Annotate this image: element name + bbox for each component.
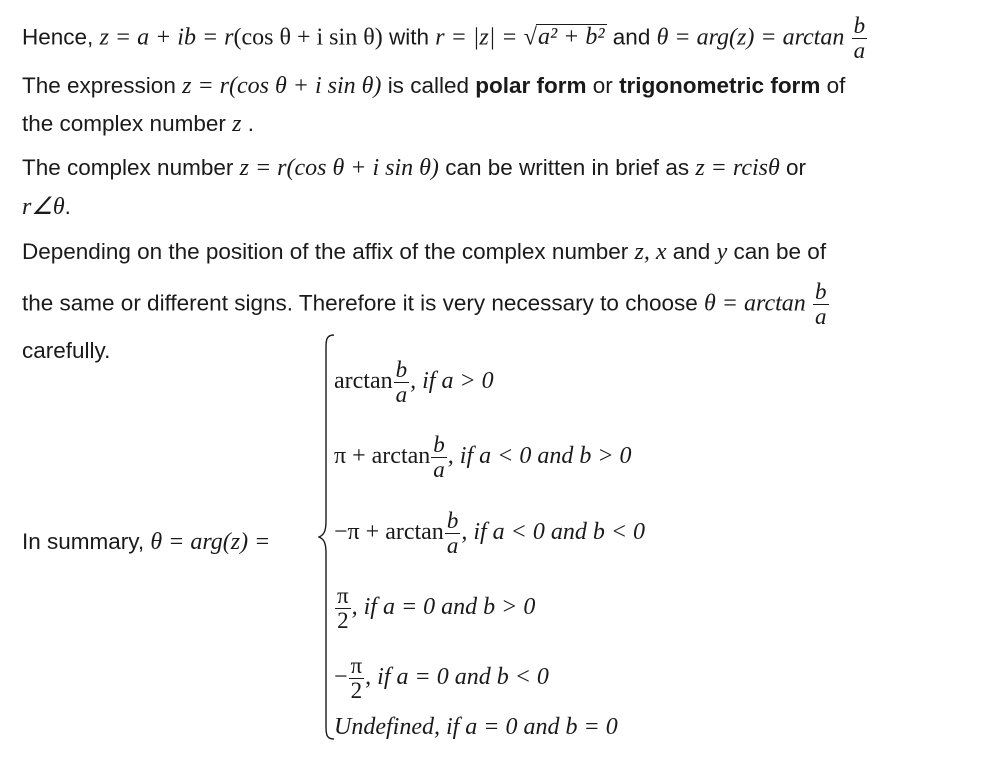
math-sqrt-radicand: a² + b² xyxy=(537,24,605,51)
sqrt-sign: √ xyxy=(523,24,537,51)
paragraph-line-6 xyxy=(22,237,826,267)
fraction-numerator: b xyxy=(815,279,827,304)
case-row-2 xyxy=(334,433,632,482)
text-the-complex-number: the complex number xyxy=(22,111,226,136)
math-theta-arg-z: θ = arg(z) = xyxy=(150,529,271,555)
fraction-denominator: 2 xyxy=(337,608,349,633)
paragraph-line-7 xyxy=(22,280,830,329)
term-polar-form: polar form xyxy=(475,73,587,98)
text-same-or-different: the same or different signs. Therefore it is very necessary to choose xyxy=(22,290,698,316)
case-fraction xyxy=(335,584,351,633)
fraction-b-over-a xyxy=(852,14,868,63)
case-condition: , if a < 0 and b < 0 xyxy=(461,519,646,546)
fraction-numerator: π xyxy=(337,583,349,608)
text-and-2: and xyxy=(672,239,711,264)
text-hence: Hence, xyxy=(22,24,94,50)
fraction-numerator: b xyxy=(395,357,408,382)
fraction-numerator: b xyxy=(446,508,459,533)
math-polar-expression: z = r(cos θ + i sin θ) xyxy=(182,73,382,99)
paragraph-line-4 xyxy=(22,153,806,183)
case-prefix: π + arctan xyxy=(334,443,431,470)
fraction-denominator: a xyxy=(815,304,827,329)
text-the-complex-number-2: The complex number xyxy=(22,155,234,180)
fraction-numerator: b xyxy=(433,432,445,457)
math-theta-definition: θ = arg(z) = arctan xyxy=(656,24,845,51)
math-var-y: y xyxy=(716,239,728,265)
math-r-angle-theta: r∠θ xyxy=(22,194,65,220)
fraction-denominator: 2 xyxy=(350,678,363,703)
text-carefully: carefully. xyxy=(22,338,111,363)
text-of: of xyxy=(826,73,846,98)
fraction-denominator: a xyxy=(446,533,459,558)
text-period-2: . xyxy=(64,194,71,219)
case-prefix: arctan xyxy=(334,368,393,395)
case-condition: , if a = 0 and b < 0 xyxy=(365,664,549,691)
case-prefix: − xyxy=(334,664,348,691)
case-row-3 xyxy=(334,509,645,558)
text-can-be-of: can be of xyxy=(733,239,827,264)
case-row-1 xyxy=(334,358,494,407)
case-condition: Undefined, if a = 0 and b = 0 xyxy=(334,714,618,740)
paragraph-line-5 xyxy=(22,192,71,222)
case-row-4 xyxy=(334,584,535,633)
case-condition: , if a < 0 and b > 0 xyxy=(447,443,632,470)
text-or: or xyxy=(592,73,613,98)
math-r-definition: r = |z| = xyxy=(435,24,518,51)
case-fraction xyxy=(445,509,461,558)
paragraph-line-3 xyxy=(22,109,254,139)
fraction-denominator: a xyxy=(395,382,408,407)
case-fraction xyxy=(394,358,410,407)
math-theta-arctan: θ = arctan xyxy=(704,290,806,317)
fraction-numerator: b xyxy=(853,13,866,38)
math-vars-z-x: z, x xyxy=(634,239,667,265)
math-z-definition: z = a + ib = r xyxy=(99,24,234,51)
case-row-5 xyxy=(334,654,549,703)
text-in-summary: In summary, xyxy=(22,529,145,554)
text-and: and xyxy=(612,24,651,50)
paragraph-line-1 xyxy=(22,14,868,63)
text-the-expression: The expression xyxy=(22,73,176,98)
fraction-numerator: π xyxy=(350,653,363,678)
math-trig-paren: (cos θ + i sin θ) xyxy=(233,24,383,51)
math-polar-expression-2: z = r(cos θ + i sin θ) xyxy=(239,155,439,181)
case-fraction xyxy=(431,433,447,482)
math-var-z: z xyxy=(232,111,242,137)
text-or-2: or xyxy=(786,155,807,180)
case-fraction xyxy=(349,654,365,703)
math-cis-expression: z = rcisθ xyxy=(695,155,780,181)
text-period: . xyxy=(247,111,254,136)
paragraph-line-8 xyxy=(22,336,110,366)
fraction-denominator: a xyxy=(853,38,866,63)
case-condition: , if a = 0 and b > 0 xyxy=(351,594,536,621)
summary-label-line xyxy=(22,527,270,557)
case-prefix: −π + arctan xyxy=(334,519,444,546)
text-depending: Depending on the position of the affix of the complex number xyxy=(22,239,629,264)
case-condition: , if a > 0 xyxy=(410,368,494,395)
fraction-denominator: a xyxy=(433,457,445,482)
text-is-called: is called xyxy=(387,73,469,98)
paragraph-line-2 xyxy=(22,71,845,101)
case-row-6 xyxy=(334,712,618,742)
term-trigonometric-form: trigonometric form xyxy=(619,73,821,98)
fraction-b-over-a-2 xyxy=(813,280,829,329)
text-with: with xyxy=(388,24,429,50)
text-can-be-written: can be written in brief as xyxy=(445,155,690,180)
